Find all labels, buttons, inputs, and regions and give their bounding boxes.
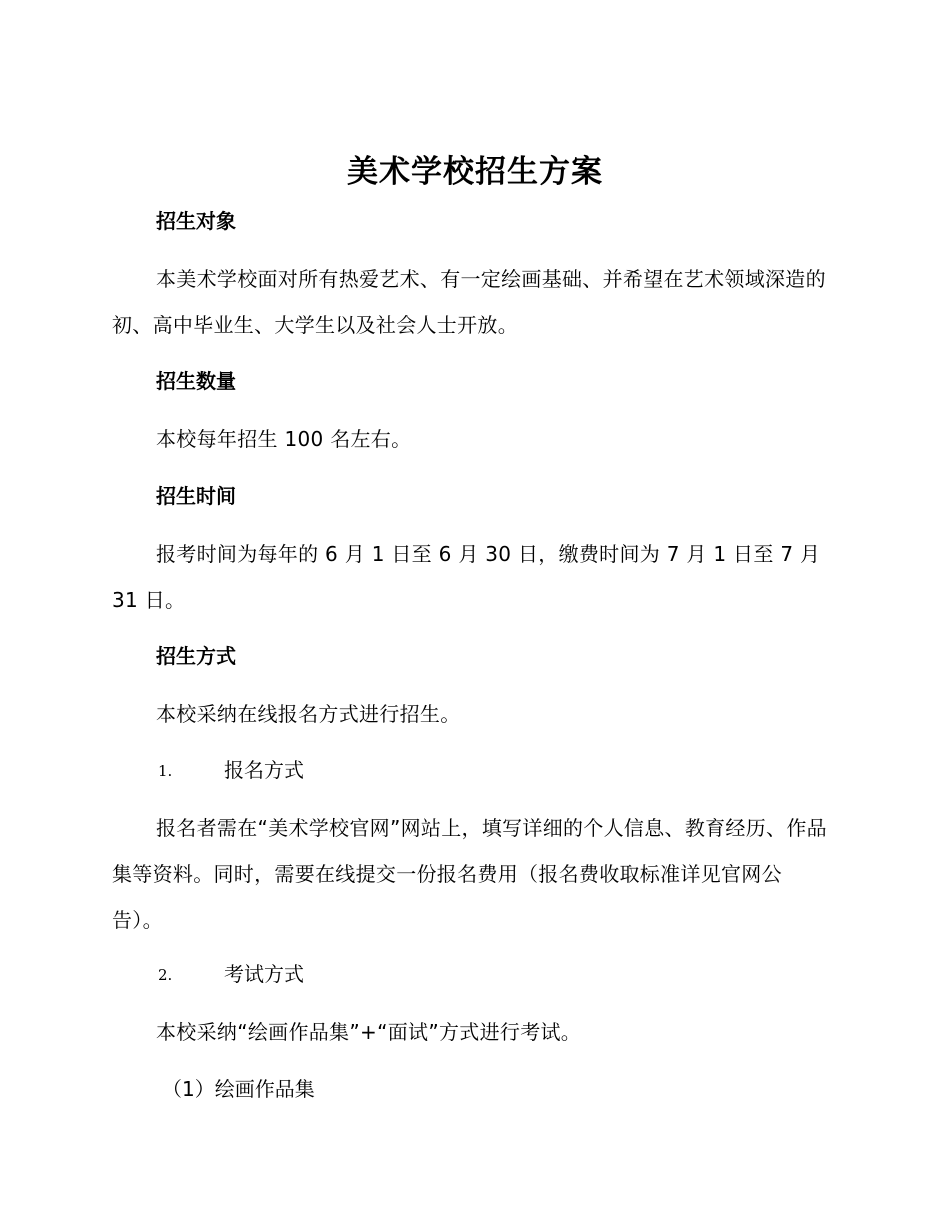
document-title: 美术学校招生方案 — [347, 154, 603, 190]
list-item-number: 2. — [158, 966, 173, 984]
section-text-quota: 本校每年招生 100 名左右。 — [156, 427, 412, 451]
list-item-label: 考试方式 — [224, 962, 304, 986]
section-heading-method: 招生方式 — [156, 644, 236, 668]
section-text-target: 本美术学校面对所有热爱艺术、有一定绘画基础、并希望在艺术领域深造的初、高中毕业生、大学生以及社会人士开放。 — [112, 267, 826, 337]
list-item-text: 本校采纳“绘画作品集”+“面试”方式进行考试。 — [156, 1020, 582, 1044]
list-item-number: 1. — [158, 762, 173, 780]
section-heading-target: 招生对象 — [156, 209, 236, 233]
list-item-label: 报名方式 — [224, 758, 304, 782]
section-text-method-intro: 本校采纳在线报名方式进行招生。 — [156, 702, 461, 726]
section-heading-schedule: 招生时间 — [156, 484, 236, 508]
section-heading-quota: 招生数量 — [156, 369, 236, 393]
section-text-schedule: 报考时间为每年的 6 月 1 日至 6 月 30 日，缴费时间为 7 月 1 日至 7 月 31 日。 — [112, 542, 821, 612]
sub-item-heading: （1）绘画作品集 — [162, 1077, 315, 1101]
list-item-text: 报名者需在“美术学校官网”网站上，填写详细的个人信息、教育经历、作品集等资料。同时，需要在线提交一份报名费用（报名费收取标准详见官网公告）。 — [112, 816, 827, 932]
